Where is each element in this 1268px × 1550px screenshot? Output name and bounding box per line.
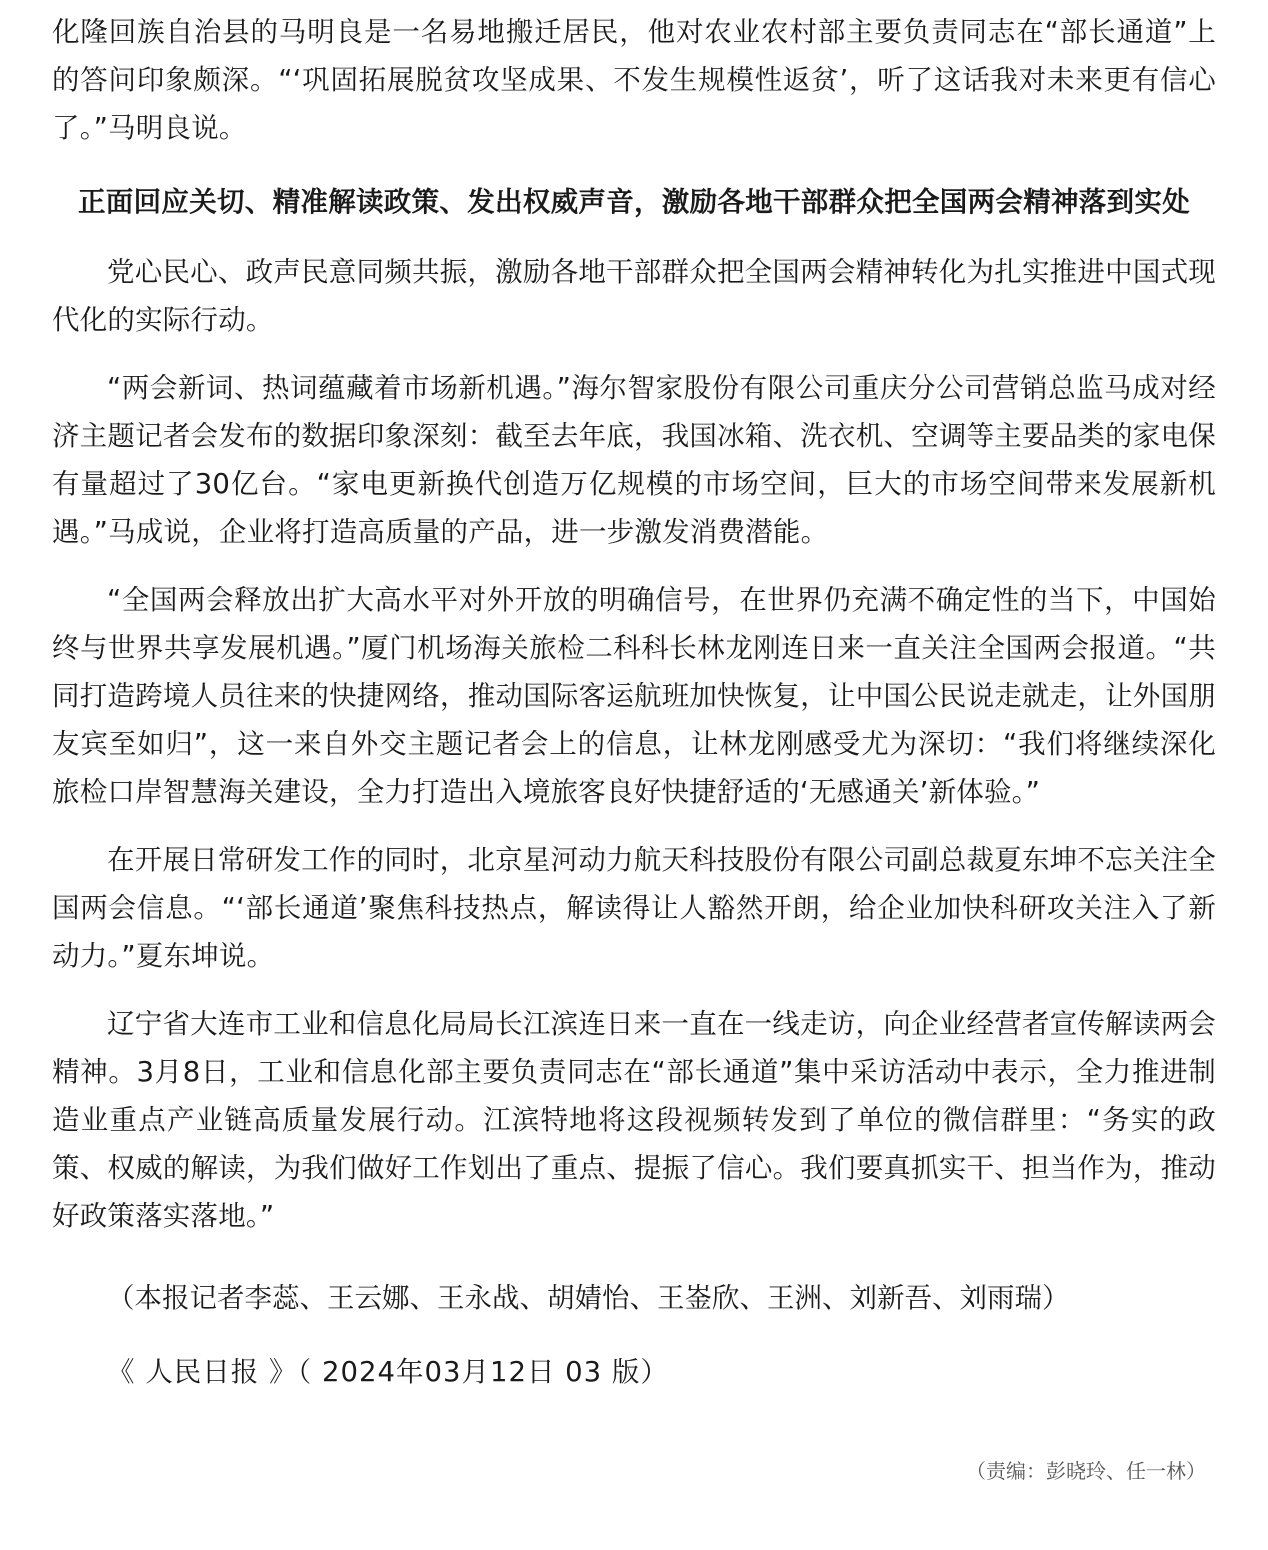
- paragraph-body: “全国两会释放出扩大高水平对外开放的明确信号，在世界仍充满不确定性的当下，中国始终与世界共享发展机遇。”厦门机场海关旅检二科科长林龙刚连日来一直关注全国两会报道。“共同打造跨境人员往来的快捷网络，推动国际客运航班加快恢复，让中国公民说走就走，让外国朋友宾至如归”，这一来自外交主题记者会上的信息，让林龙刚感受尤为深切：“我们将继续深化旅检口岸智慧海关建设，全力打造出入境旅客良好快捷舒适的‘无感通关’新体验。”: [52, 584, 1216, 808]
- article-byline: （本报记者李蕊、王云娜、王永战、胡婧怡、王崟欣、王洲、刘新吾、刘雨瑞）: [107, 1282, 1070, 1314]
- paragraph-body: 辽宁省大连市工业和信息化局局长江滨连日来一直在一线走访，向企业经营者宣传解读两会精神。3月8日，工业和信息化部主要负责同志在“部长通道”集中采访活动中表示，全力推进制造业重点产业链高质量发展行动。江滨特地将这段视频转发到了单位的微信群里：“务实的政策、权威的解读，为我们做好工作划出了重点、提振了信心。我们要真抓实干、担当作为，推动好政策落实落地。”: [52, 1008, 1216, 1232]
- section-subheading: 正面回应关切、精准解读政策、发出权威声音，激励各地干部群众把全国两会精神落到实处: [78, 186, 1190, 218]
- paragraph-body: 化隆回族自治县的马明良是一名易地搬迁居民，他对农业农村部主要负责同志在“部长通道”上的答问印象颇深。“‘巩固拓展脱贫攻坚成果、不发生规模性返贫’，听了这话我对未来更有信心了。”马明良说。: [52, 16, 1216, 144]
- paragraph-body: “两会新词、热词蕴藏着市场新机遇。”海尔智家股份有限公司重庆分公司营销总监马成对经济主题记者会发布的数据印象深刻：截至去年底，我国冰箱、洗衣机、空调等主要品类的家电保有量超过了30亿台。“家电更新换代创造万亿规模的市场空间，巨大的市场空间带来发展新机遇。”马成说，企业将打造高质量的产品，进一步激发消费潜能。: [52, 372, 1216, 548]
- article-source: 《 人民日报 》（ 2024年03月12日 03 版）: [107, 1356, 669, 1388]
- paragraph-body: 在开展日常研发工作的同时，北京星河动力航天科技股份有限公司副总裁夏东坤不忘关注全国两会信息。“‘部长通道’聚焦科技热点，解读得让人豁然开朗，给企业加快科研攻关注入了新动力。”夏东坤说。: [52, 844, 1216, 972]
- paragraph-body: 党心民心、政声民意同频共振，激励各地干部群众把全国两会精神转化为扎实推进中国式现代化的实际行动。: [52, 256, 1216, 336]
- article-editor-credit: （责编：彭晓玲、任一林）: [966, 1459, 1206, 1483]
